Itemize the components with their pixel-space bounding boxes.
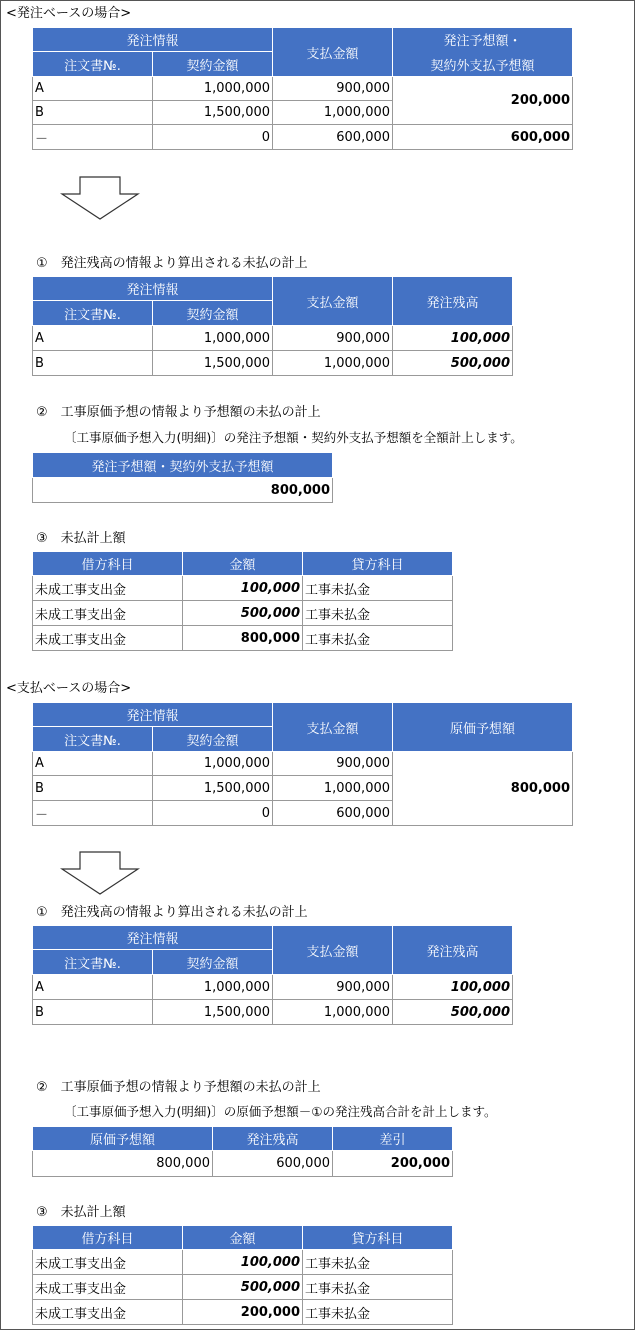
amount-cell: 200,000 — [183, 1300, 303, 1325]
header-debit: 借方科目 — [33, 1226, 183, 1250]
table-row — [33, 1250, 453, 1275]
payment-cell: 900,000 — [273, 975, 393, 1000]
journal-table — [32, 551, 453, 651]
payment-base-table — [32, 702, 573, 826]
payment-cell: 900,000 — [273, 752, 393, 776]
payment-cell: 1,000,000 — [273, 776, 393, 801]
debit-cell: 未成工事支出金 — [33, 626, 183, 651]
table-row — [33, 1275, 453, 1300]
table-row — [33, 125, 573, 150]
header-amount: 金額 — [183, 552, 303, 576]
table-row — [33, 326, 513, 351]
order-no-cell: A — [33, 326, 153, 351]
cost-cell: 800,000 — [33, 1151, 213, 1177]
forecast-cell: 200,000 — [393, 77, 573, 125]
header-balance: 発注残高 — [213, 1127, 333, 1151]
order-no-cell: B — [33, 776, 153, 801]
table-row — [33, 975, 513, 1000]
header-credit: 貸方科目 — [303, 1226, 453, 1250]
down-arrow-icon — [60, 851, 140, 895]
contract-cell: 1,000,000 — [153, 752, 273, 776]
header-cost-forecast: 原価予想額 — [393, 703, 573, 752]
credit-cell: 工事未払金 — [303, 576, 453, 601]
forecast-cell: 600,000 — [393, 125, 573, 150]
step2-note: 〔工事原価予想入力(明細)〕の原価予想額－①の発注残高合計を計上します。 — [64, 1104, 497, 1119]
order-base-table — [32, 27, 573, 150]
credit-cell: 工事未払金 — [303, 601, 453, 626]
cost-forecast-cell: 800,000 — [393, 752, 573, 826]
contract-cell: 1,500,000 — [153, 101, 273, 125]
header-cost: 原価予想額 — [33, 1127, 213, 1151]
header-order-info: 発注情報 — [33, 926, 273, 950]
payment-cell: 1,000,000 — [273, 101, 393, 125]
header-order-info: 発注情報 — [33, 28, 273, 52]
amount-cell: 100,000 — [183, 1250, 303, 1275]
header-contract: 契約金額 — [153, 727, 273, 752]
table-row — [33, 1000, 513, 1025]
header-forecast-line1: 発注予想額・ — [443, 34, 522, 49]
section-title-payment-base: <支払ベースの場合> — [6, 681, 132, 696]
contract-cell: 1,000,000 — [153, 326, 273, 351]
header-payment: 支払金額 — [273, 703, 393, 752]
debit-cell: 未成工事支出金 — [33, 1275, 183, 1300]
balance-cell: 500,000 — [393, 1000, 513, 1025]
header-payment: 支払金額 — [273, 926, 393, 975]
step2-note: 〔工事原価予想入力(明細)〕の発注予想額・契約外支払予想額を全額計上します。 — [64, 430, 523, 445]
balance-cell: 600,000 — [213, 1151, 333, 1177]
payment-cell: 1,000,000 — [273, 1000, 393, 1025]
payment-cell: 600,000 — [273, 801, 393, 826]
forecast-total-table — [32, 452, 333, 503]
header-order-no: 注文書№. — [33, 301, 153, 326]
payment-cell: 900,000 — [273, 326, 393, 351]
difference-table — [32, 1126, 453, 1177]
order-no-cell: － — [33, 801, 153, 826]
table-row — [33, 752, 573, 776]
header-order-no: 注文書№. — [33, 950, 153, 975]
table-row — [33, 1300, 453, 1325]
header-order-no: 注文書№. — [33, 52, 153, 77]
contract-cell: 1,500,000 — [153, 1000, 273, 1025]
header-contract: 契約金額 — [153, 52, 273, 77]
step1-caption: ① 発注残高の情報より算出される未払の計上 — [36, 905, 308, 920]
contract-cell: 0 — [153, 125, 273, 150]
order-no-cell: － — [33, 125, 153, 150]
debit-cell: 未成工事支出金 — [33, 576, 183, 601]
contract-cell: 1,500,000 — [153, 351, 273, 376]
credit-cell: 工事未払金 — [303, 1250, 453, 1275]
forecast-total-value: 800,000 — [33, 478, 333, 503]
header-payment: 支払金額 — [273, 28, 393, 77]
payment-cell: 600,000 — [273, 125, 393, 150]
header-forecast-total: 発注予想額・契約外支払予想額 — [33, 453, 333, 478]
header-contract: 契約金額 — [153, 301, 273, 326]
table-row — [33, 1151, 453, 1177]
amount-cell: 500,000 — [183, 1275, 303, 1300]
header-forecast — [393, 28, 573, 77]
table-row — [33, 77, 573, 101]
credit-cell: 工事未払金 — [303, 1300, 453, 1325]
order-no-cell: B — [33, 351, 153, 376]
contract-cell: 1,000,000 — [153, 77, 273, 101]
table-row — [33, 351, 513, 376]
debit-cell: 未成工事支出金 — [33, 601, 183, 626]
table-row — [33, 626, 453, 651]
step1-caption: ① 発注残高の情報より算出される未払の計上 — [36, 256, 308, 271]
contract-cell: 1,500,000 — [153, 776, 273, 801]
contract-cell: 0 — [153, 801, 273, 826]
section-title-order-base: <発注ベースの場合> — [6, 6, 132, 21]
balance-cell: 500,000 — [393, 351, 513, 376]
order-no-cell: B — [33, 1000, 153, 1025]
header-contract: 契約金額 — [153, 950, 273, 975]
table-row — [33, 601, 453, 626]
step2-caption: ② 工事原価予想の情報より予想額の未払の計上 — [36, 405, 321, 420]
header-diff: 差引 — [333, 1127, 453, 1151]
amount-cell: 500,000 — [183, 601, 303, 626]
debit-cell: 未成工事支出金 — [33, 1300, 183, 1325]
header-order-info: 発注情報 — [33, 277, 273, 301]
contract-cell: 1,000,000 — [153, 975, 273, 1000]
journal-table — [32, 1225, 453, 1325]
header-payment: 支払金額 — [273, 277, 393, 326]
header-order-no: 注文書№. — [33, 727, 153, 752]
header-amount: 金額 — [183, 1226, 303, 1250]
order-no-cell: B — [33, 101, 153, 125]
order-balance-table — [32, 925, 513, 1025]
header-debit: 借方科目 — [33, 552, 183, 576]
step3-caption: ③ 未払計上額 — [36, 1205, 126, 1220]
order-no-cell: A — [33, 77, 153, 101]
amount-cell: 800,000 — [183, 626, 303, 651]
payment-cell: 900,000 — [273, 77, 393, 101]
credit-cell: 工事未払金 — [303, 1275, 453, 1300]
order-balance-table — [32, 276, 513, 376]
order-no-cell: A — [33, 975, 153, 1000]
credit-cell: 工事未払金 — [303, 626, 453, 651]
balance-cell: 100,000 — [393, 326, 513, 351]
diff-cell: 200,000 — [333, 1151, 453, 1177]
header-balance: 発注残高 — [393, 926, 513, 975]
header-forecast-line2: 契約外支払予想額 — [430, 59, 535, 74]
payment-cell: 1,000,000 — [273, 351, 393, 376]
step2-caption: ② 工事原価予想の情報より予想額の未払の計上 — [36, 1080, 321, 1095]
balance-cell: 100,000 — [393, 975, 513, 1000]
header-order-info: 発注情報 — [33, 703, 273, 727]
table-row — [33, 576, 453, 601]
header-credit: 貸方科目 — [303, 552, 453, 576]
step3-caption: ③ 未払計上額 — [36, 531, 126, 546]
down-arrow-icon — [60, 176, 140, 220]
debit-cell: 未成工事支出金 — [33, 1250, 183, 1275]
amount-cell: 100,000 — [183, 576, 303, 601]
order-no-cell: A — [33, 752, 153, 776]
header-balance: 発注残高 — [393, 277, 513, 326]
